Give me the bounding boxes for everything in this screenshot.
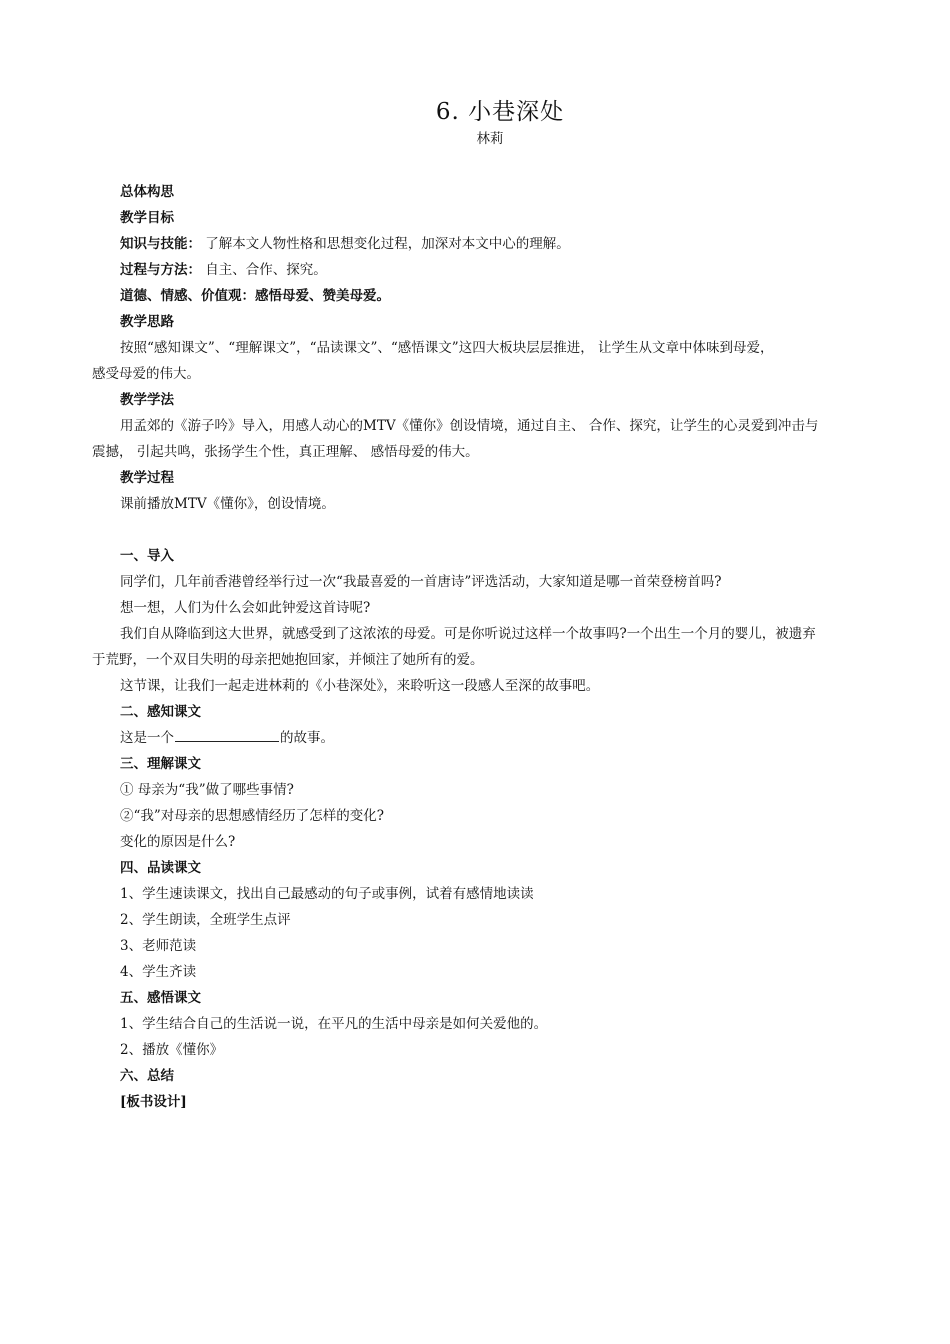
section-heading-summary: 六、总结 (120, 1068, 174, 1084)
values-objective: 道德、情感、价值观：感悟母爱、赞美母爱。 (120, 288, 390, 304)
intro-paragraph: 这节课，让我们一起走进林莉的《小巷深处》，来聆听这一段感人至深的故事吧。 (120, 678, 600, 694)
thinking-heading: 教学思路 (120, 314, 174, 330)
question-item: 变化的原因是什么? (120, 834, 236, 850)
method-heading: 教学学法 (120, 392, 174, 408)
document-author: 林莉 (476, 131, 504, 147)
overall-design-heading: 总体构思 (120, 184, 174, 200)
teaching-process-heading: 教学过程 (120, 470, 174, 486)
thinking-paragraph-line: 感受母爱的伟大。 (92, 366, 200, 382)
question-item: ②“我”对母亲的思想感情经历了怎样的变化? (120, 808, 385, 824)
section-heading-feel: 五、感悟课文 (120, 990, 201, 1006)
blank-prefix: 这是一个 (120, 730, 174, 746)
intro-paragraph-line: 于荒野，一个双目失明的母亲把她抱回家，并倾注了她所有的爱。 (92, 652, 484, 668)
knowledge-text: 了解本文人物性格和思想变化过程，加深对本文中心的理解。 (205, 236, 570, 252)
section-heading-read: 四、品读课文 (120, 860, 201, 876)
process-label: 过程与方法： (120, 262, 201, 278)
board-design-heading: [板书设计] (120, 1094, 187, 1110)
knowledge-label: 知识与技能： (120, 236, 201, 252)
list-item: 1、学生速读课文，找出自己最感动的句子或事例，试着有感情地读读 (120, 886, 534, 902)
list-item: 2、播放《懂你》 (120, 1042, 224, 1058)
question-item: ① 母亲为“我”做了哪些事情? (120, 782, 294, 798)
method-paragraph-line: 用孟郊的《游子吟》导入，用感人动心的MTV《懂你》创设情境，通过自主、 合作、探究，让学生的心灵爱到冲击与 (120, 418, 819, 434)
section-heading-perceive: 二、感知课文 (120, 704, 201, 720)
answer-blank (175, 728, 279, 742)
section-heading-intro: 一、导入 (120, 548, 174, 564)
intro-paragraph: 想一想，人们为什么会如此钟爱这首诗呢? (120, 600, 371, 616)
thinking-paragraph-line: 按照“感知课文”、“理解课文”，“品读课文”、“感悟课文”这四大板块层层推进， 让学生从文章中体味到母爱， (120, 340, 774, 356)
section-heading-understand: 三、理解课文 (120, 756, 201, 772)
list-item: 4、学生齐读 (120, 964, 197, 980)
process-text: 自主、合作、探究。 (205, 262, 327, 278)
process-intro: 课前播放MTV《懂你》，创设情境。 (120, 496, 335, 512)
intro-paragraph-line: 我们自从降临到这大世界，就感受到了这浓浓的母爱。可是你听说过这样一个故事吗?一个出生一个月的婴儿，被遗弃 (120, 626, 816, 642)
fill-in-blank-sentence (120, 728, 334, 748)
blank-suffix: 的故事。 (280, 730, 334, 746)
process-objective (120, 260, 327, 280)
intro-paragraph: 同学们，几年前香港曾经举行过一次“我最喜爱的一首唐诗”评选活动，大家知道是哪一首荣登榜首吗? (120, 574, 722, 590)
list-item: 1、学生结合自己的生活说一说，在平凡的生活中母亲是如何关爱他的。 (120, 1016, 548, 1032)
list-item: 3、老师范读 (120, 938, 197, 954)
list-item: 2、学生朗读，全班学生点评 (120, 912, 291, 928)
method-paragraph-line: 震撼， 引起共鸣，张扬学生个性，真正理解、 感悟母爱的伟大。 (92, 444, 479, 460)
document-title: 6. 小巷深处 (435, 99, 565, 125)
objectives-heading: 教学目标 (120, 210, 174, 226)
knowledge-objective (120, 234, 570, 254)
